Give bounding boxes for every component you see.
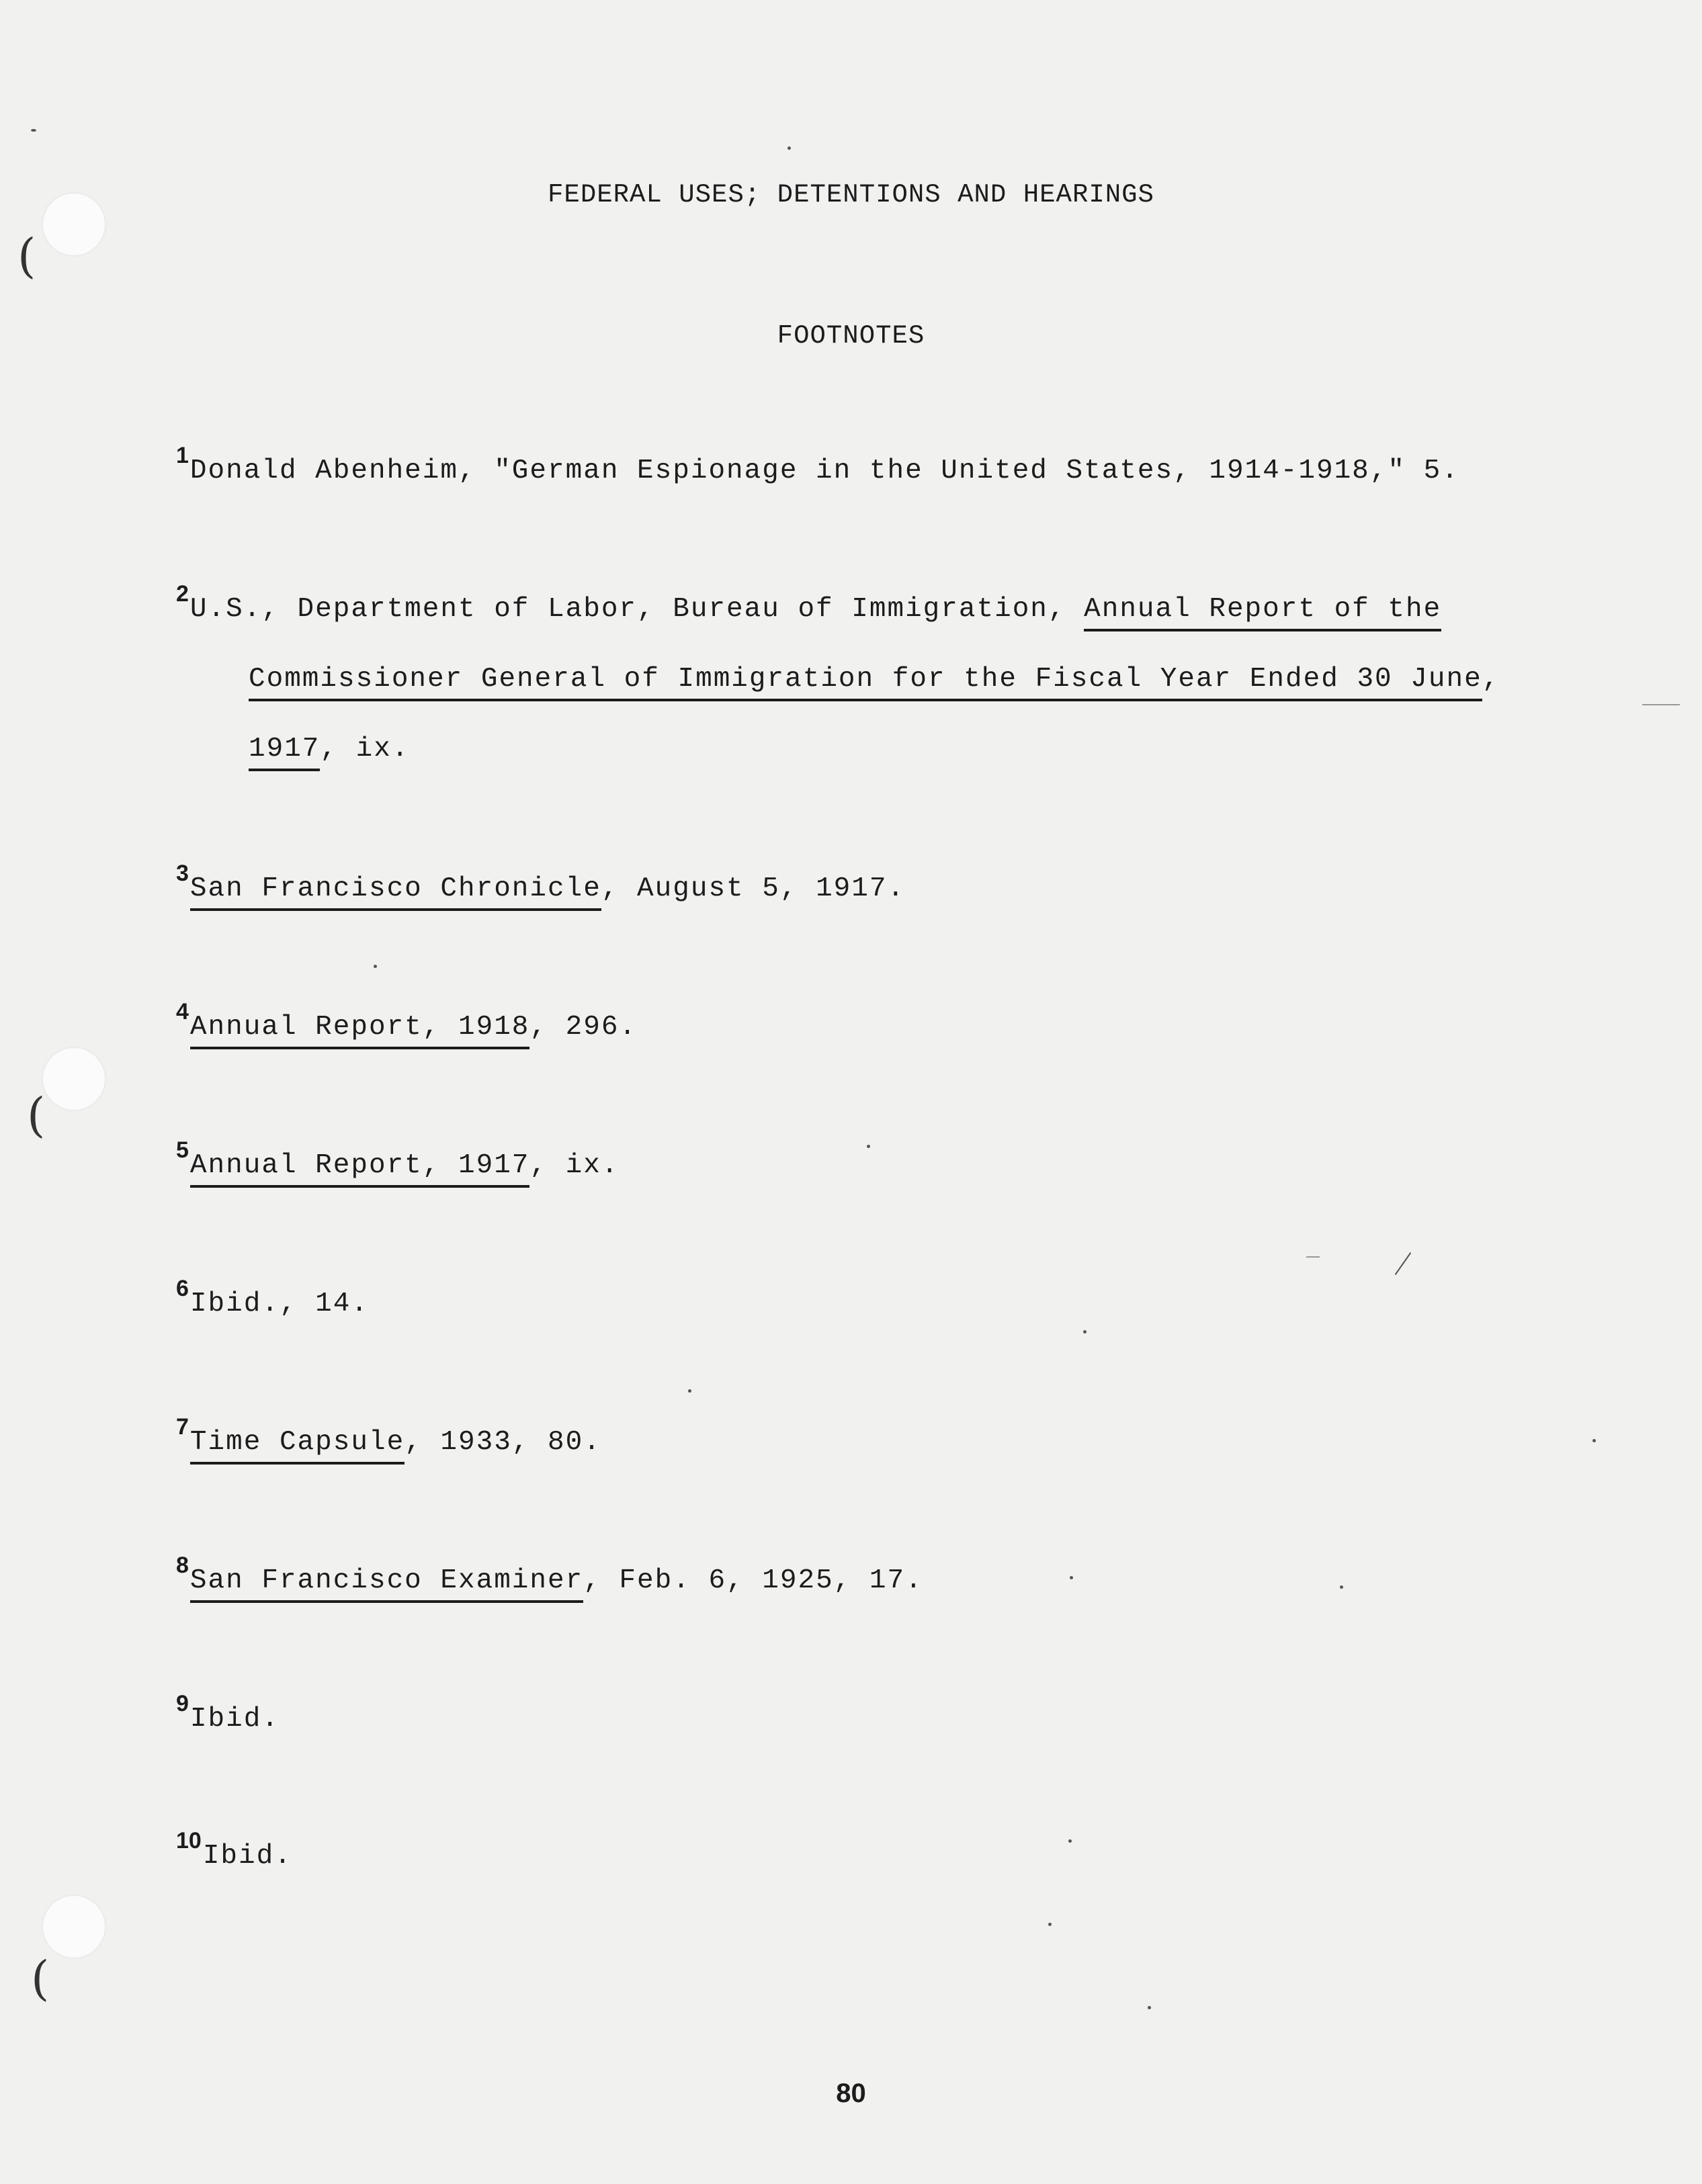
footnote-7-line — [176, 1414, 601, 1458]
footnote-number: 1 — [176, 443, 189, 468]
underlined-title: San Francisco Examiner — [190, 1565, 583, 1603]
dust-speck — [31, 129, 36, 132]
underlined-title: Annual Report of the — [1084, 594, 1441, 631]
underlined-title: San Francisco Chronicle — [190, 873, 601, 911]
footnote-2-line — [249, 664, 1500, 695]
dust-speck — [1083, 1330, 1087, 1334]
footnote-text: , Feb. 6, 1925, 17. — [583, 1565, 923, 1596]
footnote-text: Donald Abenheim, "German Espionage in the United States, 1914-1918," 5. — [189, 455, 1459, 486]
punch-hole-middle-edge: ( — [27, 1088, 46, 1143]
footnote-text: U.S., Department of Labor, Bureau of Immigration, — [189, 594, 1084, 625]
dust-speck — [1048, 1923, 1052, 1926]
page-title: FEDERAL USES; DETENTIONS AND HEARINGS — [548, 180, 1154, 210]
dust-speck — [1068, 1839, 1072, 1843]
footnote-6-line — [176, 1276, 369, 1319]
footnote-text: , 1933, 80. — [405, 1427, 601, 1458]
underlined-title: 1917 — [249, 734, 320, 771]
underlined-title: Annual Report, 1918 — [190, 1012, 529, 1049]
underlined-title: Time Capsule — [190, 1427, 405, 1465]
footnote-2-line — [176, 581, 1442, 625]
dust-speck — [1592, 1439, 1596, 1442]
dust-speck — [1148, 2006, 1151, 2009]
punch-hole-top-edge: ( — [17, 228, 36, 283]
footnote-text: , August 5, 1917. — [601, 873, 906, 904]
dust-speck — [374, 965, 377, 968]
footnote-1-line — [176, 443, 1459, 486]
footnote-4-line — [176, 999, 638, 1043]
page-number: 80 — [836, 2079, 866, 2108]
footnote-9-line — [176, 1691, 280, 1735]
footnote-5-line — [176, 1137, 620, 1181]
punch-hole-bottom-edge: ( — [31, 1951, 50, 2006]
underlined-title: Annual Report, 1917 — [190, 1150, 529, 1188]
footnote-number: 6 — [176, 1276, 189, 1301]
footnote-text: Ibid. — [189, 1704, 280, 1735]
footnote-number: 3 — [176, 861, 189, 886]
footnote-text: Ibid. — [202, 1841, 292, 1872]
dust-speck — [688, 1389, 691, 1393]
dust-speck — [1070, 1576, 1073, 1579]
underlined-title: Commissioner General of Immigration for the Fiscal Year Ended 30 June — [249, 664, 1482, 701]
dust-speck — [867, 1145, 870, 1148]
footnote-3-line — [176, 861, 906, 904]
footnote-number: 8 — [176, 1553, 189, 1578]
footnote-text: , ix. — [529, 1150, 620, 1181]
footnote-number: 4 — [176, 999, 189, 1024]
stray-mark — [1642, 704, 1680, 705]
footnote-text: , ix. — [320, 734, 410, 765]
footnote-text: , — [1482, 664, 1500, 695]
footnote-number: 2 — [176, 581, 189, 607]
footnote-number: 9 — [176, 1691, 189, 1716]
footnote-number: 7 — [176, 1414, 189, 1440]
stray-mark — [1306, 1256, 1320, 1258]
section-heading: FOOTNOTES — [777, 321, 925, 351]
footnote-number: 10 — [176, 1828, 202, 1853]
footnote-10-line — [176, 1828, 292, 1872]
footnote-2-line — [249, 734, 409, 765]
dust-speck — [1340, 1585, 1343, 1589]
stray-mark — [1395, 1252, 1412, 1275]
punch-hole-middle — [43, 1048, 105, 1110]
punch-hole-bottom — [43, 1896, 105, 1958]
footnote-text: , 296. — [529, 1012, 638, 1043]
footnote-text: Ibid., 14. — [189, 1288, 369, 1319]
dust-speck — [788, 146, 791, 150]
footnote-number: 5 — [176, 1137, 189, 1163]
footnote-8-line — [176, 1553, 923, 1596]
